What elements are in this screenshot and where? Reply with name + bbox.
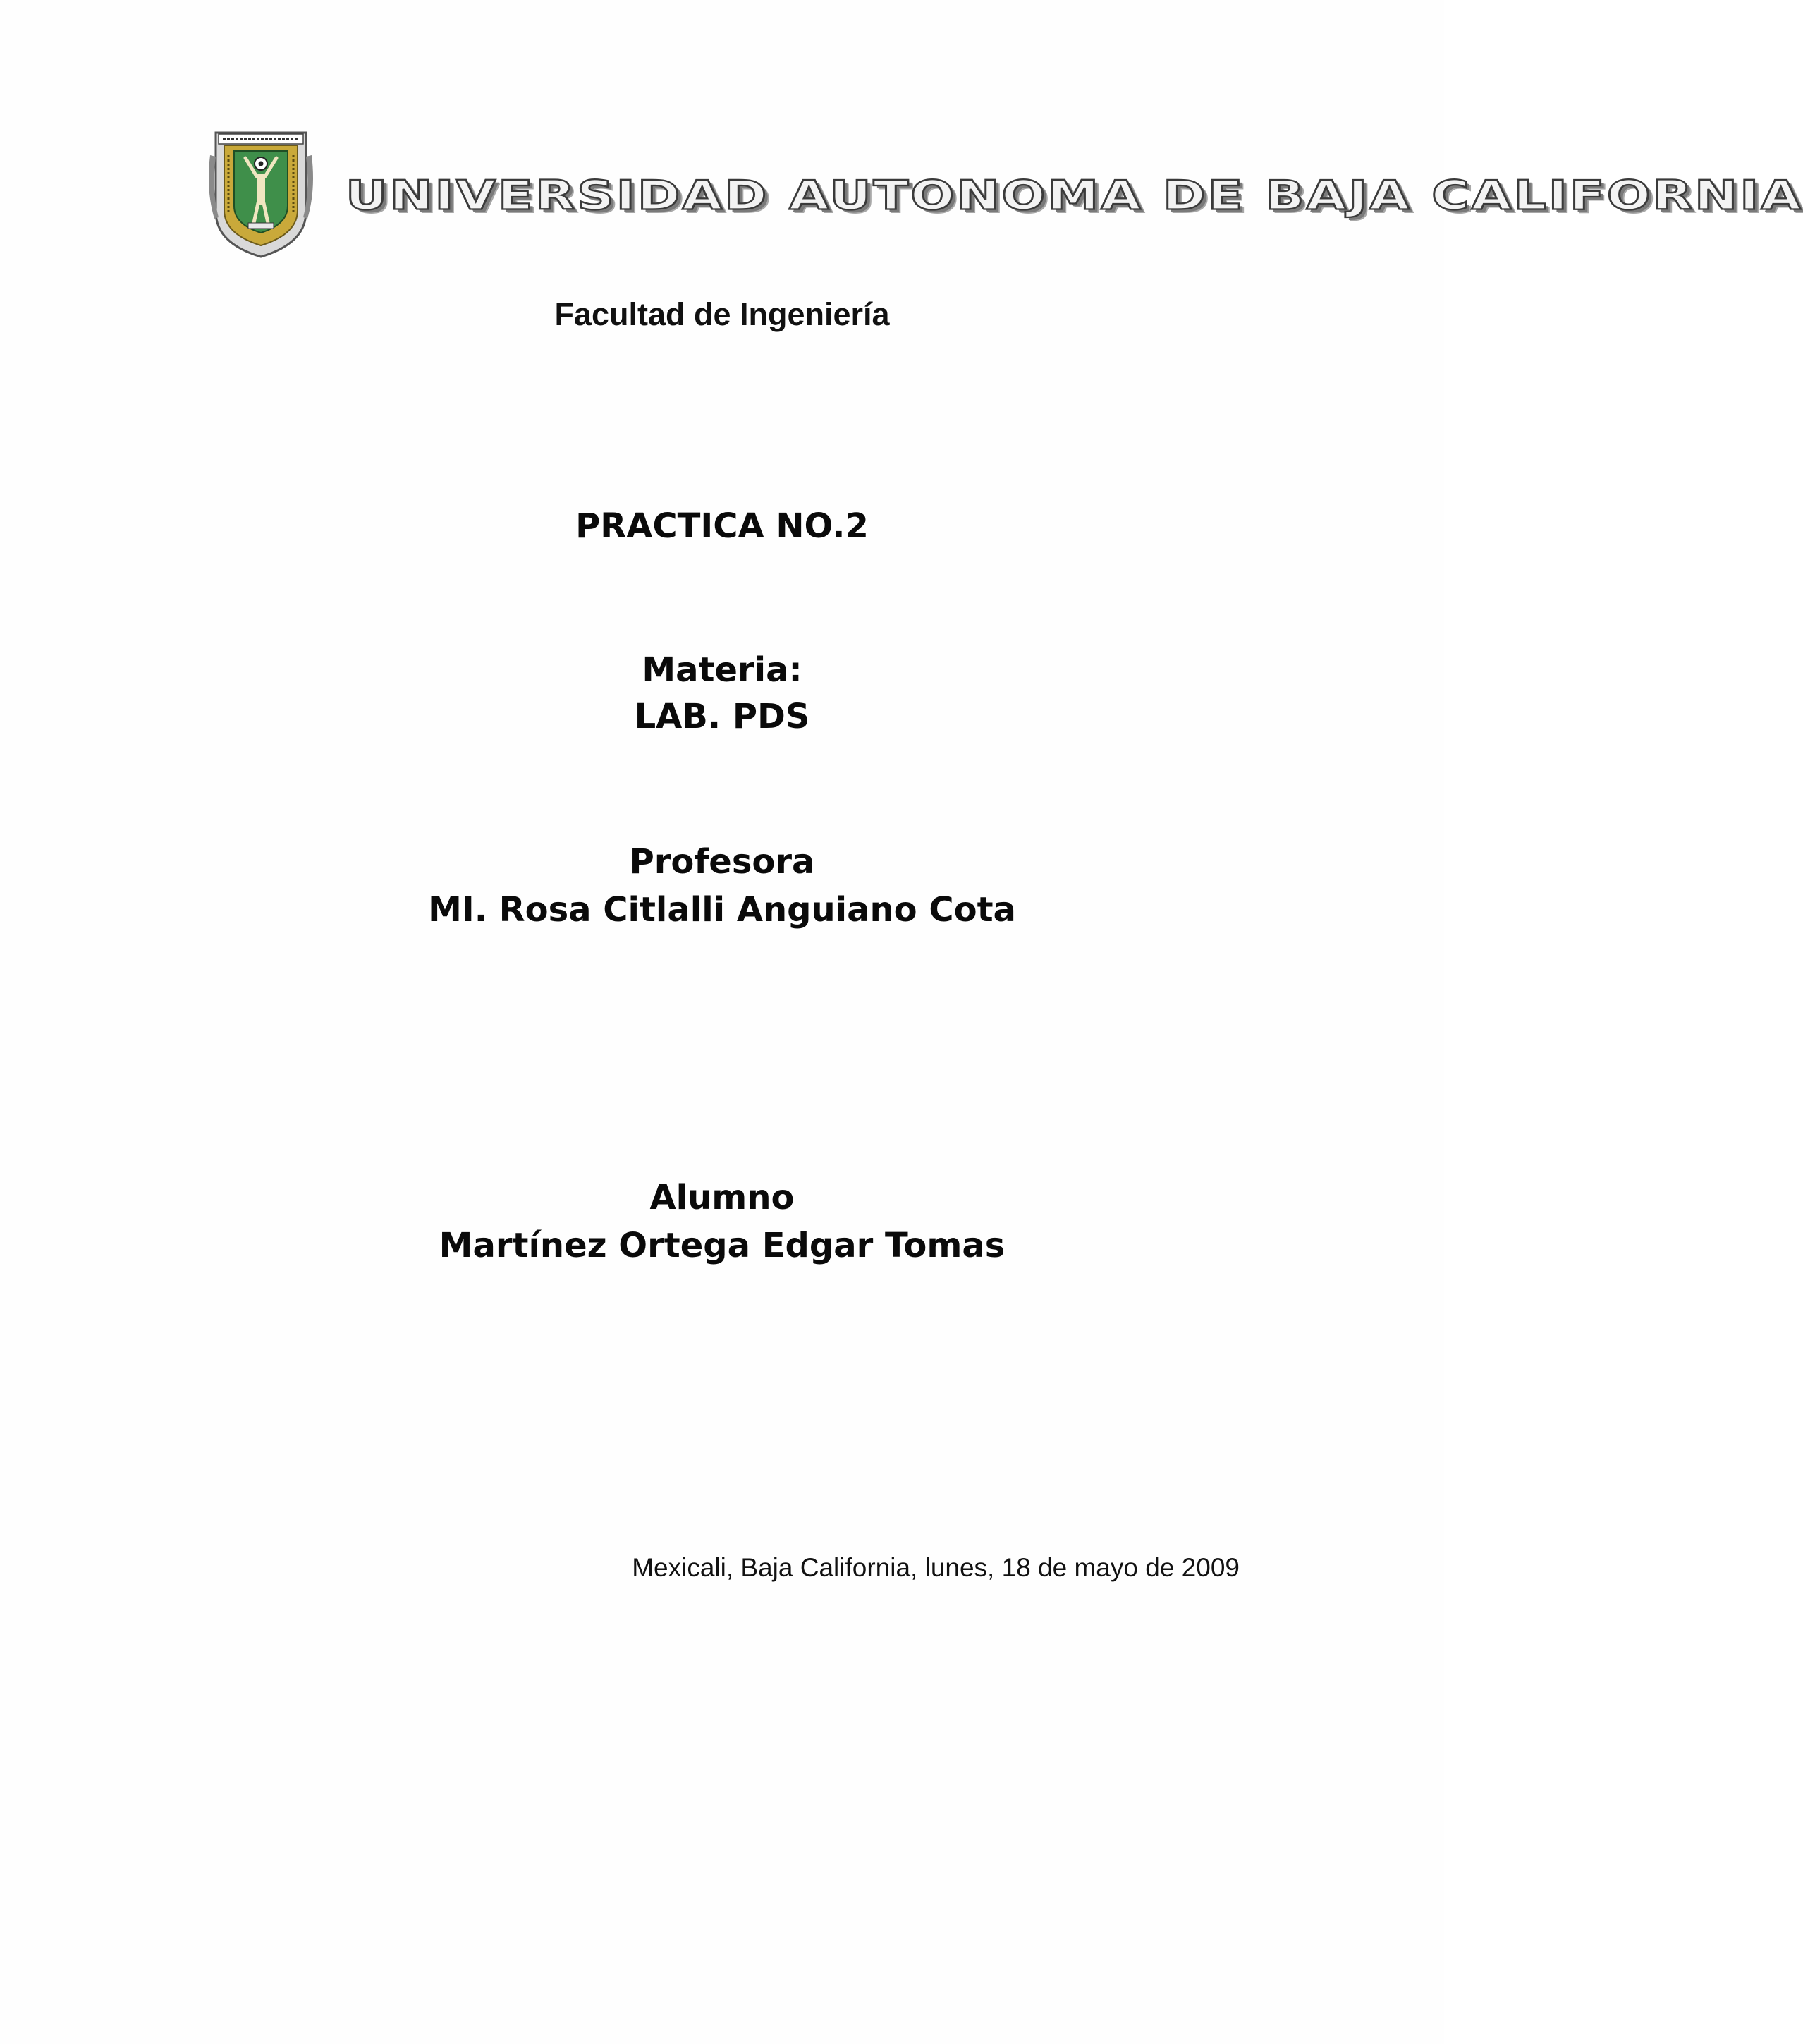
student-name: Martínez Ortega Edgar Tomas xyxy=(439,1226,1006,1265)
subject-value: LAB. PDS xyxy=(634,697,810,736)
professor-label: Profesora xyxy=(629,842,815,882)
student-label: Alumno xyxy=(649,1178,795,1217)
university-crest-logo xyxy=(209,127,313,260)
faculty-name: Facultad de Ingeniería xyxy=(554,296,890,332)
practice-title: PRACTICA NO.2 xyxy=(575,506,869,546)
professor-name: MI. Rosa Citlalli Anguiano Cota xyxy=(428,890,1016,930)
university-name-banner: UNIVERSIDAD AUTONOMA DE BAJA CALIFORNIA xyxy=(346,172,1803,219)
subject-label: Materia: xyxy=(642,650,802,690)
place-date: Mexicali, Baja California, lunes, 18 de mayo de 2009 xyxy=(632,1553,1240,1582)
